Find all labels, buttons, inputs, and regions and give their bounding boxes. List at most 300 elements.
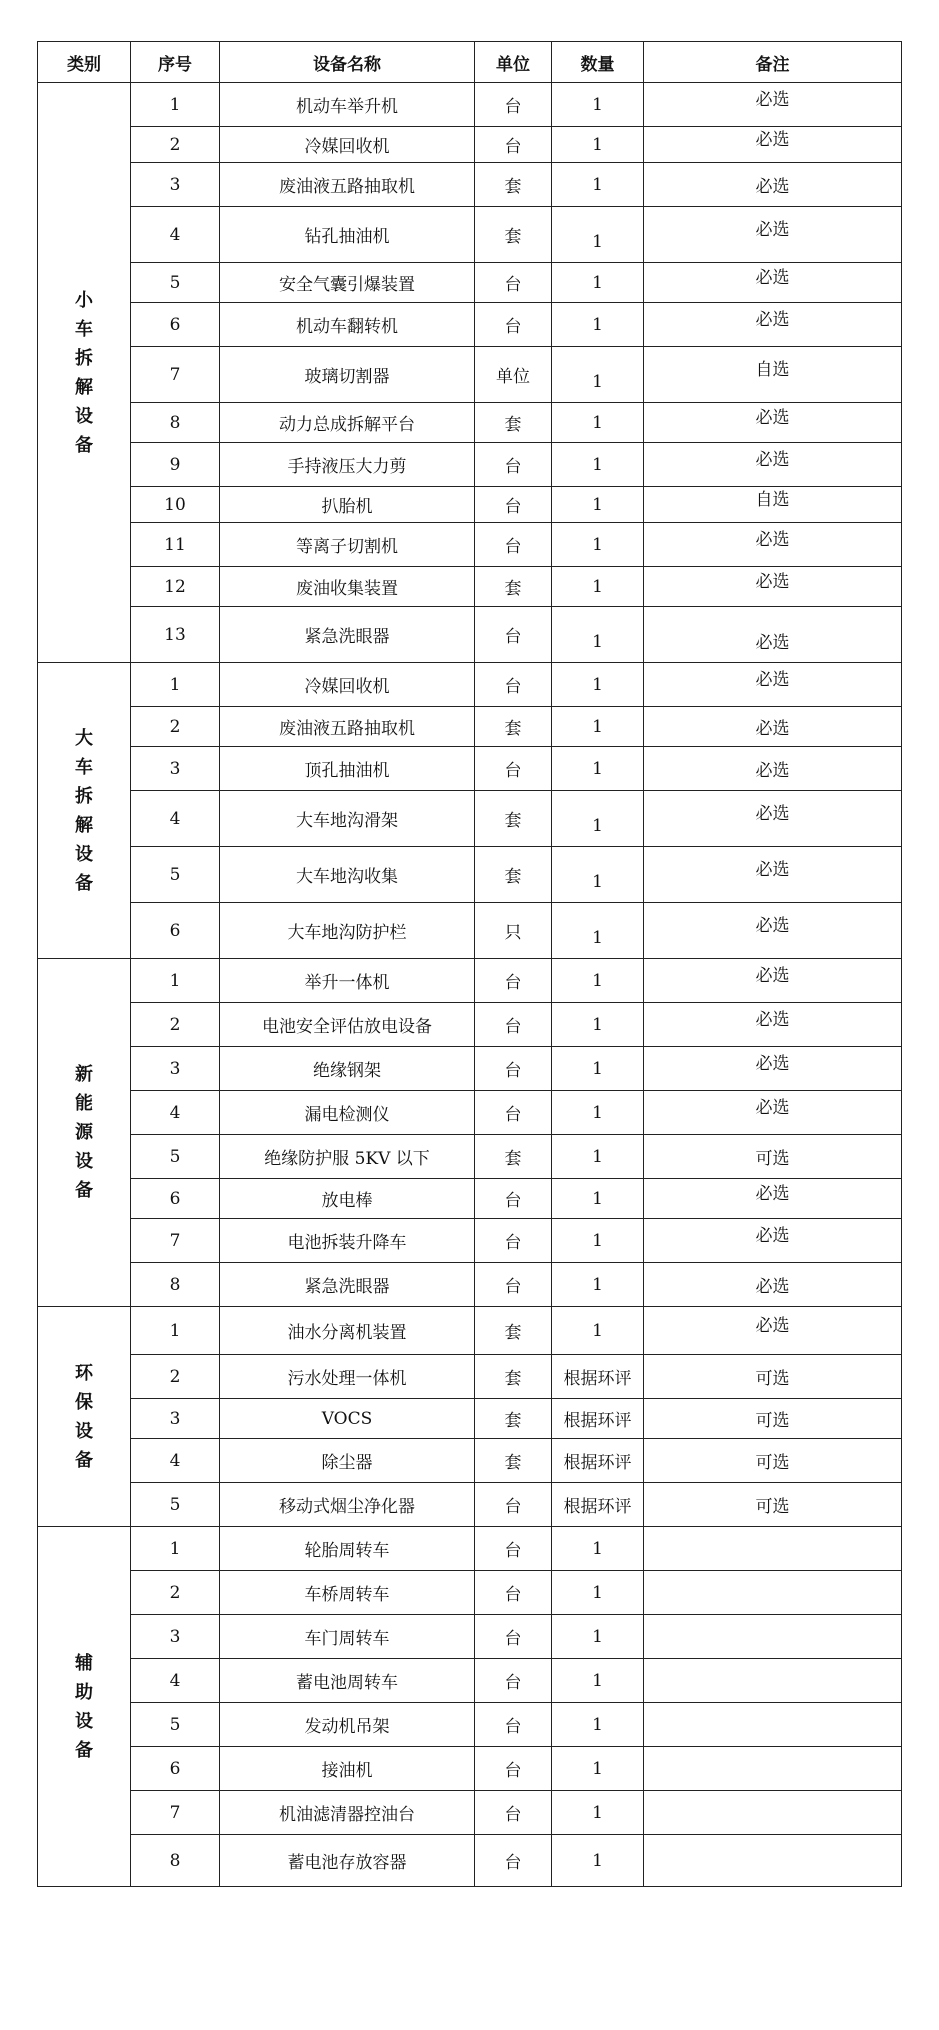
remarks-cell xyxy=(644,347,902,403)
quantity-cell xyxy=(552,1047,644,1091)
remarks-cell-text: 必选 xyxy=(755,1226,790,1246)
equipment-name-cell: 接油机 xyxy=(220,1747,475,1791)
quantity-cell xyxy=(552,1791,644,1835)
number-cell: 11 xyxy=(131,523,220,567)
quantity-cell xyxy=(552,747,644,791)
table-row xyxy=(38,1439,902,1483)
remarks-cell xyxy=(644,1399,902,1439)
quantity-cell-text: 根据环评 xyxy=(563,1411,632,1431)
remarks-cell-text: 必选 xyxy=(755,408,790,428)
unit-cell: 台 xyxy=(475,1219,552,1263)
unit-cell: 台 xyxy=(475,1791,552,1835)
remarks-cell-text: 可选 xyxy=(755,1453,790,1473)
table-row xyxy=(38,707,902,747)
remarks-cell xyxy=(644,567,902,607)
quantity-cell xyxy=(552,567,644,607)
remarks-cell xyxy=(644,747,902,791)
quantity-cell xyxy=(552,663,644,707)
equipment-name-cell: VOCS xyxy=(220,1399,475,1439)
number-cell: 4 xyxy=(131,1659,220,1703)
equipment-name-cell: 废油收集装置 xyxy=(220,567,475,607)
unit-cell: 台 xyxy=(475,959,552,1003)
remarks-cell-text: 可选 xyxy=(755,1149,790,1169)
unit-cell: 台 xyxy=(475,1571,552,1615)
category-label: 小车拆解设备 xyxy=(75,289,93,456)
remarks-cell xyxy=(644,263,902,303)
quantity-cell-text: 1 xyxy=(592,174,603,195)
number-cell: 3 xyxy=(131,1047,220,1091)
remarks-cell xyxy=(644,1615,902,1659)
quantity-cell-text: 1 xyxy=(592,631,603,652)
quantity-cell-text: 根据环评 xyxy=(563,1497,632,1517)
unit-cell: 套 xyxy=(475,1439,552,1483)
quantity-cell xyxy=(552,1003,644,1047)
remarks-cell-text: 必选 xyxy=(755,220,790,240)
quantity-cell-text: 根据环评 xyxy=(563,1453,632,1473)
quantity-cell-text: 1 xyxy=(592,412,603,433)
quantity-cell-text: 1 xyxy=(592,674,603,695)
quantity-cell-text: 1 xyxy=(592,927,603,948)
table-row xyxy=(38,1263,902,1307)
remarks-cell xyxy=(644,443,902,487)
quantity-cell xyxy=(552,1219,644,1263)
quantity-cell xyxy=(552,959,644,1003)
equipment-name-cell: 安全气囊引爆装置 xyxy=(220,263,475,303)
unit-cell: 台 xyxy=(475,1659,552,1703)
remarks-cell-text: 必选 xyxy=(755,1184,790,1204)
quantity-cell xyxy=(552,127,644,163)
unit-cell: 套 xyxy=(475,1399,552,1439)
table-row xyxy=(38,1399,902,1439)
remarks-cell xyxy=(644,1835,902,1887)
remarks-cell-text: 必选 xyxy=(755,719,790,739)
table-row xyxy=(38,207,902,263)
equipment-name-cell: 大车地沟滑架 xyxy=(220,791,475,847)
category-label: 新能源设备 xyxy=(75,1064,93,1201)
equipment-name-cell: 污水处理一体机 xyxy=(220,1355,475,1399)
remarks-cell xyxy=(644,1355,902,1399)
quantity-cell xyxy=(552,1307,644,1355)
quantity-cell-text: 1 xyxy=(592,871,603,892)
equipment-name-cell: 移动式烟尘净化器 xyxy=(220,1483,475,1527)
number-cell: 7 xyxy=(131,347,220,403)
table-row xyxy=(38,1527,902,1571)
header-row xyxy=(38,42,902,83)
quantity-cell-text: 1 xyxy=(592,1320,603,1341)
equipment-name-cell: 废油液五路抽取机 xyxy=(220,163,475,207)
number-cell: 1 xyxy=(131,959,220,1003)
number-cell: 9 xyxy=(131,443,220,487)
equipment-name-cell: 车桥周转车 xyxy=(220,1571,475,1615)
remarks-cell xyxy=(644,1003,902,1047)
number-cell: 6 xyxy=(131,1747,220,1791)
remarks-cell-text: 必选 xyxy=(755,860,790,880)
unit-cell: 台 xyxy=(475,487,552,523)
quantity-cell xyxy=(552,207,644,263)
category-label: 环保设备 xyxy=(75,1362,93,1471)
remarks-cell xyxy=(644,1483,902,1527)
equipment-name-cell: 放电棒 xyxy=(220,1179,475,1219)
table-row xyxy=(38,567,902,607)
number-cell: 2 xyxy=(131,1003,220,1047)
quantity-cell xyxy=(552,707,644,747)
equipment-name-cell: 动力总成拆解平台 xyxy=(220,403,475,443)
unit-cell: 台 xyxy=(475,1703,552,1747)
unit-cell: 台 xyxy=(475,1747,552,1791)
equipment-name-cell: 机动车翻转机 xyxy=(220,303,475,347)
table-row xyxy=(38,127,902,163)
table-row xyxy=(38,1355,902,1399)
remarks-cell-text: 可选 xyxy=(755,1411,790,1431)
table-row xyxy=(38,1179,902,1219)
unit-cell: 台 xyxy=(475,1003,552,1047)
unit-cell: 台 xyxy=(475,303,552,347)
quantity-cell xyxy=(552,163,644,207)
remarks-cell-text: 必选 xyxy=(755,916,790,936)
remarks-cell xyxy=(644,663,902,707)
remarks-cell-text: 必选 xyxy=(755,1316,790,1336)
unit-cell: 台 xyxy=(475,1091,552,1135)
quantity-cell-text: 1 xyxy=(592,1274,603,1295)
remarks-cell xyxy=(644,903,902,959)
remarks-cell xyxy=(644,1219,902,1263)
remarks-cell xyxy=(644,847,902,903)
quantity-cell xyxy=(552,523,644,567)
remarks-cell xyxy=(644,1527,902,1571)
equipment-name-cell: 漏电检测仪 xyxy=(220,1091,475,1135)
unit-cell: 台 xyxy=(475,523,552,567)
unit-cell: 台 xyxy=(475,607,552,663)
quantity-cell-text: 1 xyxy=(592,272,603,293)
table-row xyxy=(38,1091,902,1135)
number-cell: 8 xyxy=(131,1263,220,1307)
table-row xyxy=(38,847,902,903)
quantity-cell-text: 1 xyxy=(592,1582,603,1603)
remarks-cell-text: 必选 xyxy=(755,177,790,197)
number-cell: 5 xyxy=(131,847,220,903)
equipment-name-cell: 绝缘钢架 xyxy=(220,1047,475,1091)
quantity-cell xyxy=(552,1399,644,1439)
quantity-cell-text: 1 xyxy=(592,1230,603,1251)
number-cell: 1 xyxy=(131,663,220,707)
quantity-cell-text: 1 xyxy=(592,1538,603,1559)
number-cell: 13 xyxy=(131,607,220,663)
remarks-cell-text: 必选 xyxy=(755,966,790,986)
number-cell: 7 xyxy=(131,1791,220,1835)
quantity-cell xyxy=(552,1439,644,1483)
unit-cell: 台 xyxy=(475,1483,552,1527)
number-cell: 2 xyxy=(131,707,220,747)
quantity-cell-text: 1 xyxy=(592,134,603,155)
table-row xyxy=(38,903,902,959)
unit-cell: 台 xyxy=(475,127,552,163)
quantity-cell xyxy=(552,607,644,663)
table-row xyxy=(38,959,902,1003)
remarks-cell-text: 必选 xyxy=(755,1054,790,1074)
unit-cell: 单位 xyxy=(475,347,552,403)
equipment-name-cell: 机油滤清器控油台 xyxy=(220,1791,475,1835)
remarks-cell-text: 必选 xyxy=(755,1098,790,1118)
quantity-cell-text: 1 xyxy=(592,454,603,475)
equipment-name-cell: 等离子切割机 xyxy=(220,523,475,567)
quantity-cell xyxy=(552,1571,644,1615)
equipment-name-cell: 手持液压大力剪 xyxy=(220,443,475,487)
equipment-name-cell: 电池安全评估放电设备 xyxy=(220,1003,475,1047)
table-row xyxy=(38,443,902,487)
quantity-cell xyxy=(552,443,644,487)
remarks-cell xyxy=(644,707,902,747)
category-label: 大车拆解设备 xyxy=(75,727,93,894)
unit-cell: 套 xyxy=(475,791,552,847)
header-number: 序号 xyxy=(131,42,220,83)
unit-cell: 只 xyxy=(475,903,552,959)
quantity-cell-text: 1 xyxy=(592,716,603,737)
remarks-cell xyxy=(644,127,902,163)
category-cell xyxy=(38,1307,131,1527)
unit-cell: 套 xyxy=(475,1135,552,1179)
quantity-cell xyxy=(552,1835,644,1887)
equipment-name-cell: 轮胎周转车 xyxy=(220,1527,475,1571)
quantity-cell xyxy=(552,903,644,959)
table-row xyxy=(38,1615,902,1659)
number-cell: 3 xyxy=(131,163,220,207)
equipment-name-cell: 废油液五路抽取机 xyxy=(220,707,475,747)
number-cell: 4 xyxy=(131,1439,220,1483)
quantity-cell xyxy=(552,1703,644,1747)
number-cell: 8 xyxy=(131,1835,220,1887)
remarks-cell xyxy=(644,607,902,663)
quantity-cell-text: 1 xyxy=(592,1102,603,1123)
unit-cell: 台 xyxy=(475,1263,552,1307)
remarks-cell-text: 必选 xyxy=(755,804,790,824)
quantity-cell xyxy=(552,487,644,523)
quantity-cell-text: 1 xyxy=(592,576,603,597)
unit-cell: 台 xyxy=(475,1179,552,1219)
table-row xyxy=(38,1219,902,1263)
unit-cell: 台 xyxy=(475,1615,552,1659)
number-cell: 6 xyxy=(131,303,220,347)
number-cell: 7 xyxy=(131,1219,220,1263)
table-header xyxy=(38,42,902,83)
equipment-name-cell: 紧急洗眼器 xyxy=(220,1263,475,1307)
number-cell: 3 xyxy=(131,1615,220,1659)
number-cell: 1 xyxy=(131,83,220,127)
unit-cell: 台 xyxy=(475,263,552,303)
unit-cell: 台 xyxy=(475,1835,552,1887)
table-row xyxy=(38,1047,902,1091)
quantity-cell xyxy=(552,403,644,443)
equipment-name-cell: 绝缘防护服 5KV 以下 xyxy=(220,1135,475,1179)
remarks-cell xyxy=(644,163,902,207)
remarks-cell-text: 必选 xyxy=(755,450,790,470)
remarks-cell-text: 必选 xyxy=(755,1010,790,1030)
header-remarks: 备注 xyxy=(644,42,902,83)
quantity-cell xyxy=(552,1615,644,1659)
quantity-cell xyxy=(552,1135,644,1179)
table-body xyxy=(38,83,902,1887)
header-category: 类别 xyxy=(38,42,131,83)
quantity-cell-text: 1 xyxy=(592,1058,603,1079)
category-cell xyxy=(38,663,131,959)
number-cell: 6 xyxy=(131,1179,220,1219)
quantity-cell-text: 1 xyxy=(592,1714,603,1735)
equipment-name-cell: 除尘器 xyxy=(220,1439,475,1483)
number-cell: 5 xyxy=(131,263,220,303)
remarks-cell-text: 必选 xyxy=(755,268,790,288)
table-row xyxy=(38,1659,902,1703)
header-unit: 单位 xyxy=(475,42,552,83)
table-row xyxy=(38,663,902,707)
equipment-name-cell: 玻璃切割器 xyxy=(220,347,475,403)
table-row xyxy=(38,1003,902,1047)
equipment-name-cell: 举升一体机 xyxy=(220,959,475,1003)
table-row xyxy=(38,747,902,791)
remarks-cell xyxy=(644,83,902,127)
unit-cell: 台 xyxy=(475,443,552,487)
table-row xyxy=(38,1307,902,1355)
number-cell: 2 xyxy=(131,1571,220,1615)
quantity-cell xyxy=(552,263,644,303)
quantity-cell-text: 1 xyxy=(592,1758,603,1779)
equipment-name-cell: 冷媒回收机 xyxy=(220,663,475,707)
quantity-cell xyxy=(552,791,644,847)
table-row xyxy=(38,1135,902,1179)
table-row xyxy=(38,791,902,847)
number-cell: 4 xyxy=(131,207,220,263)
table-row xyxy=(38,1747,902,1791)
equipment-name-cell: 蓄电池存放容器 xyxy=(220,1835,475,1887)
unit-cell: 套 xyxy=(475,707,552,747)
unit-cell: 台 xyxy=(475,747,552,791)
quantity-cell-text: 1 xyxy=(592,758,603,779)
number-cell: 3 xyxy=(131,747,220,791)
remarks-cell xyxy=(644,207,902,263)
equipment-name-cell: 油水分离机装置 xyxy=(220,1307,475,1355)
unit-cell: 台 xyxy=(475,1047,552,1091)
equipment-name-cell: 发动机吊架 xyxy=(220,1703,475,1747)
remarks-cell-text: 必选 xyxy=(755,670,790,690)
remarks-cell-text: 必选 xyxy=(755,90,790,110)
quantity-cell-text: 1 xyxy=(592,1626,603,1647)
table-row xyxy=(38,607,902,663)
quantity-cell-text: 1 xyxy=(592,1670,603,1691)
quantity-cell-text: 1 xyxy=(592,231,603,252)
quantity-cell-text: 1 xyxy=(592,494,603,515)
equipment-name-cell: 大车地沟防护栏 xyxy=(220,903,475,959)
remarks-cell-text: 必选 xyxy=(755,130,790,150)
table-row xyxy=(38,1791,902,1835)
equipment-name-cell: 电池拆装升降车 xyxy=(220,1219,475,1263)
quantity-cell xyxy=(552,83,644,127)
remarks-cell xyxy=(644,1659,902,1703)
remarks-cell xyxy=(644,1307,902,1355)
category-cell xyxy=(38,83,131,663)
quantity-cell xyxy=(552,1747,644,1791)
number-cell: 5 xyxy=(131,1703,220,1747)
quantity-cell xyxy=(552,1527,644,1571)
table-row xyxy=(38,1483,902,1527)
number-cell: 3 xyxy=(131,1399,220,1439)
unit-cell: 台 xyxy=(475,1527,552,1571)
quantity-cell xyxy=(552,1179,644,1219)
quantity-cell-text: 1 xyxy=(592,1146,603,1167)
equipment-name-cell: 机动车举升机 xyxy=(220,83,475,127)
category-cell xyxy=(38,1527,131,1887)
unit-cell: 套 xyxy=(475,207,552,263)
equipment-table xyxy=(37,41,902,1887)
remarks-cell xyxy=(644,791,902,847)
category-label: 辅助设备 xyxy=(75,1652,93,1761)
quantity-cell-text: 1 xyxy=(592,534,603,555)
number-cell: 6 xyxy=(131,903,220,959)
number-cell: 5 xyxy=(131,1135,220,1179)
equipment-name-cell: 钻孔抽油机 xyxy=(220,207,475,263)
quantity-cell xyxy=(552,1355,644,1399)
number-cell: 12 xyxy=(131,567,220,607)
unit-cell: 套 xyxy=(475,567,552,607)
category-cell xyxy=(38,959,131,1307)
header-quantity: 数量 xyxy=(552,42,644,83)
unit-cell: 套 xyxy=(475,1307,552,1355)
remarks-cell-text: 必选 xyxy=(755,310,790,330)
quantity-cell-text: 1 xyxy=(592,94,603,115)
unit-cell: 台 xyxy=(475,663,552,707)
remarks-cell-text: 必选 xyxy=(755,530,790,550)
number-cell: 2 xyxy=(131,127,220,163)
unit-cell: 台 xyxy=(475,83,552,127)
number-cell: 1 xyxy=(131,1307,220,1355)
equipment-name-cell: 车门周转车 xyxy=(220,1615,475,1659)
table-row xyxy=(38,1703,902,1747)
quantity-cell-text: 1 xyxy=(592,371,603,392)
table-row xyxy=(38,347,902,403)
unit-cell: 套 xyxy=(475,403,552,443)
equipment-name-cell: 紧急洗眼器 xyxy=(220,607,475,663)
equipment-name-cell: 顶孔抽油机 xyxy=(220,747,475,791)
number-cell: 2 xyxy=(131,1355,220,1399)
equipment-name-cell: 冷媒回收机 xyxy=(220,127,475,163)
remarks-cell xyxy=(644,1747,902,1791)
table-row xyxy=(38,1571,902,1615)
remarks-cell-text: 必选 xyxy=(755,1277,790,1297)
remarks-cell-text: 必选 xyxy=(755,761,790,781)
number-cell: 5 xyxy=(131,1483,220,1527)
equipment-name-cell: 扒胎机 xyxy=(220,487,475,523)
table-row xyxy=(38,1835,902,1887)
remarks-cell xyxy=(644,1263,902,1307)
remarks-cell xyxy=(644,1091,902,1135)
quantity-cell-text: 1 xyxy=(592,314,603,335)
equipment-name-cell: 大车地沟收集 xyxy=(220,847,475,903)
table-row xyxy=(38,403,902,443)
quantity-cell-text: 1 xyxy=(592,1802,603,1823)
table-row xyxy=(38,163,902,207)
remarks-cell xyxy=(644,1703,902,1747)
remarks-cell xyxy=(644,403,902,443)
quantity-cell xyxy=(552,1263,644,1307)
remarks-cell xyxy=(644,1179,902,1219)
unit-cell: 套 xyxy=(475,1355,552,1399)
remarks-cell-text: 可选 xyxy=(755,1369,790,1389)
quantity-cell xyxy=(552,1483,644,1527)
remarks-cell xyxy=(644,1439,902,1483)
number-cell: 4 xyxy=(131,1091,220,1135)
quantity-cell xyxy=(552,347,644,403)
quantity-cell xyxy=(552,847,644,903)
remarks-cell xyxy=(644,1571,902,1615)
remarks-cell-text: 必选 xyxy=(755,633,790,653)
table-row xyxy=(38,303,902,347)
